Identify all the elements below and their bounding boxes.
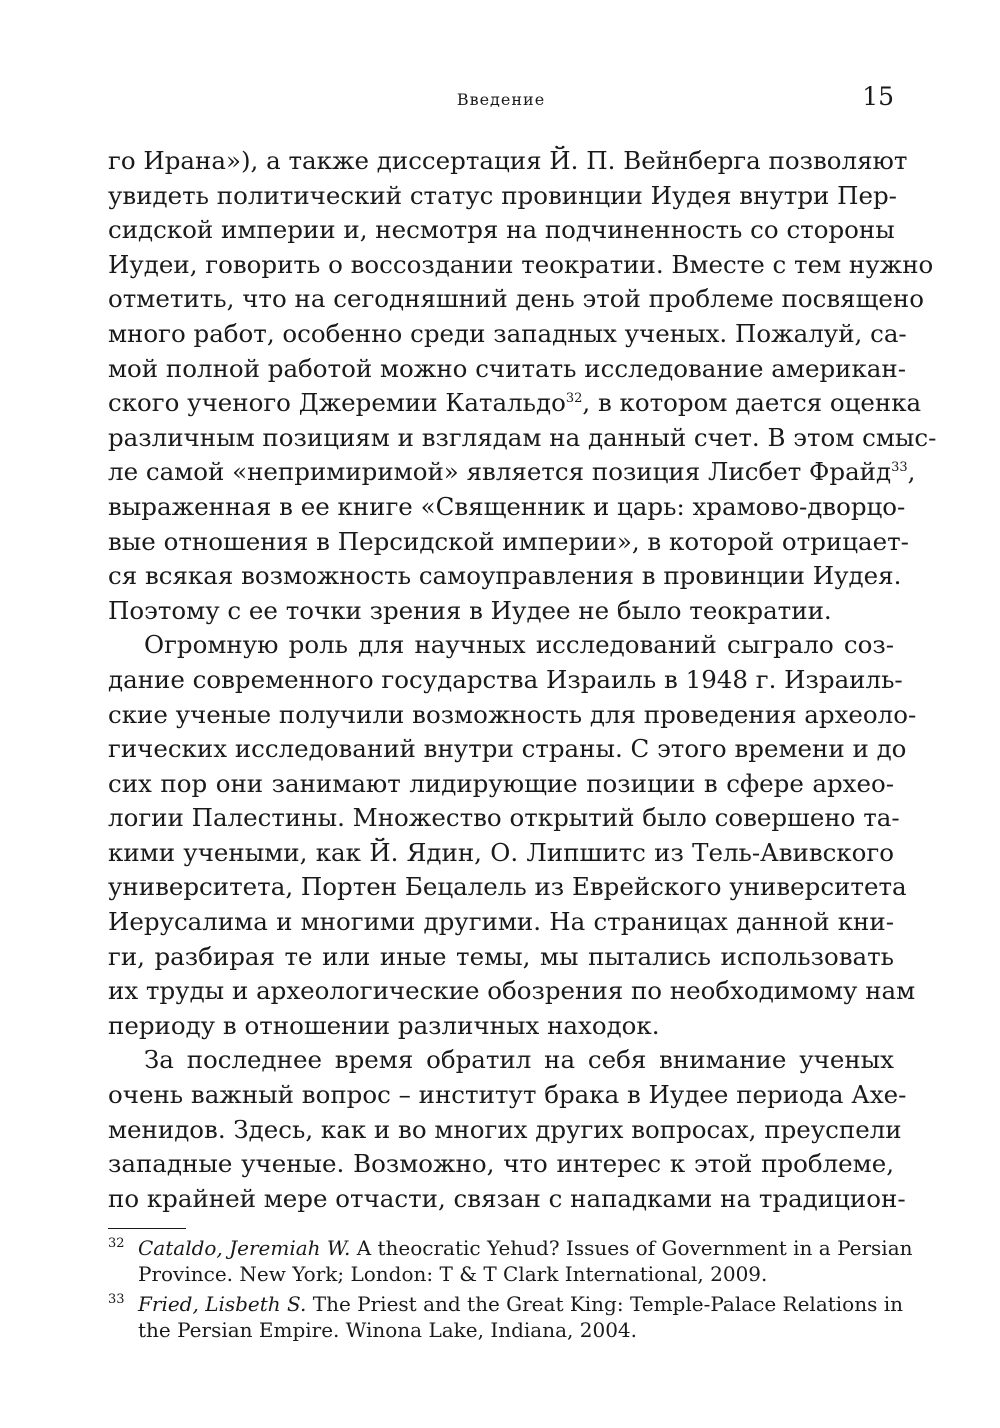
text-line: сих пор они занимают лидирующие позиции в сфере архео- [108,768,894,798]
text-line-with-note [108,455,916,490]
text-line: периоду в отношении различных находок. [108,1010,660,1040]
text-line: Поэтому с ее точки зрения в Иудее не было теократии. [108,595,832,625]
footnote-line [138,1291,904,1317]
paragraph-3 [108,1043,907,1216]
text-line: западные ученые. Возможно, что интерес к этой проблеме, [108,1149,894,1179]
text-line: по крайней мере отчасти, связан с нападками на традицион- [108,1183,906,1213]
body-text [108,144,937,1216]
text-line: ские ученые получили возможность для проведения археоло- [108,699,917,729]
text-line: мой полной работой можно считать исследование американ- [108,353,906,383]
footnote-ref-33[interactable]: 33 [891,460,908,476]
footnote-text: A theocratic Yehud? Issues of Government in a Persian [350,1236,913,1261]
text-line: За последнее время обратил на себя внимание ученых [144,1045,894,1075]
text-segment: , [907,457,916,487]
text-line: различным позициям и взглядам на данный счет. В этом смыс- [108,422,937,452]
text-line: выраженная в ее книге «Священник и царь: храмово-дворцо- [108,491,906,521]
text-line: отметить, что на сегодняшний день этой проблеме посвящено [108,284,924,314]
footnote-number: 32 [108,1236,125,1252]
footnote-divider [108,1228,186,1229]
text-line: го Ирана»), а также диссертация Й. П. Вейнберга позволяют [108,146,908,175]
text-line: ги, разбирая те или иные темы, мы пытались использовать [108,941,894,971]
text-line: ся всякая возможность самоуправления в провинции Иудея. [108,561,902,591]
footnote-line [138,1235,913,1261]
text-line: сидской империи и, несмотря на подчиненность со стороны [108,215,895,245]
text-line: Огромную роль для научных исследований сыграло соз- [144,630,894,660]
running-title: Введение [456,90,546,109]
text-line: увидеть политический статус провинции Иудея внутри Пер- [108,180,897,210]
paragraph-1 [108,144,937,628]
footnote-32 [108,1235,913,1287]
paragraph-2 [108,628,917,1043]
footnote-ref-32[interactable]: 32 [565,391,583,406]
footnote-text: The Priest and the Great King: Temple-Palace Relations in [306,1292,904,1317]
text-segment: , в котором дается оценка [582,388,922,418]
footnote-author: Cataldo, Jeremiah W. [138,1236,351,1261]
text-line: Иерусалима и многими другими. На страницах данной кни- [108,907,894,937]
text-line: гических исследований внутри страны. С этого времени и до [108,734,907,764]
text-line: вые отношения в Персидской империи», в которой отрицает- [108,526,909,556]
footnote-number: 33 [108,1292,125,1308]
footnote-line: Province. New York; London: T & T Clark International, 2009. [138,1262,768,1287]
footnote-33 [108,1291,904,1343]
book-page [108,80,937,1347]
text-line: их труды и археологические обозрения по необходимому нам [108,976,916,1006]
text-line: кими учеными, как Й. Ядин, О. Липшитс из Тель-Авивского [108,837,894,867]
text-line: Иудеи, говорить о воссоздании теократии. Вместе с тем нужно [108,249,934,279]
text-segment: ле самой «непримиримой» является позиция Лисбет Фрайд [108,457,892,487]
text-line: много работ, особенно среди западных ученых. Пожалуй, са- [108,318,907,348]
footnote-author: Fried, Lisbeth S. [138,1292,307,1317]
text-line: университета, Портен Бецалель из Еврейского университета [108,872,907,902]
footnote-line: the Persian Empire. Winona Lake, Indiana, 2004. [138,1318,638,1343]
footnotes [108,1235,913,1343]
text-line: дание современного государства Израиль в 1948 г. Израиль- [108,664,903,694]
text-line: очень важный вопрос – институт брака в Иудее периода Ахе- [108,1080,907,1110]
text-segment: ского ученого Джеремии Катальдо [108,388,566,418]
text-line: менидов. Здесь, как и во многих других вопросах, преуспели [108,1114,902,1144]
text-line: логии Палестины. Множество открытий было совершено та- [108,803,900,833]
running-header [108,80,894,120]
text-line-with-note [108,386,922,421]
page-number: 15 [862,82,894,111]
